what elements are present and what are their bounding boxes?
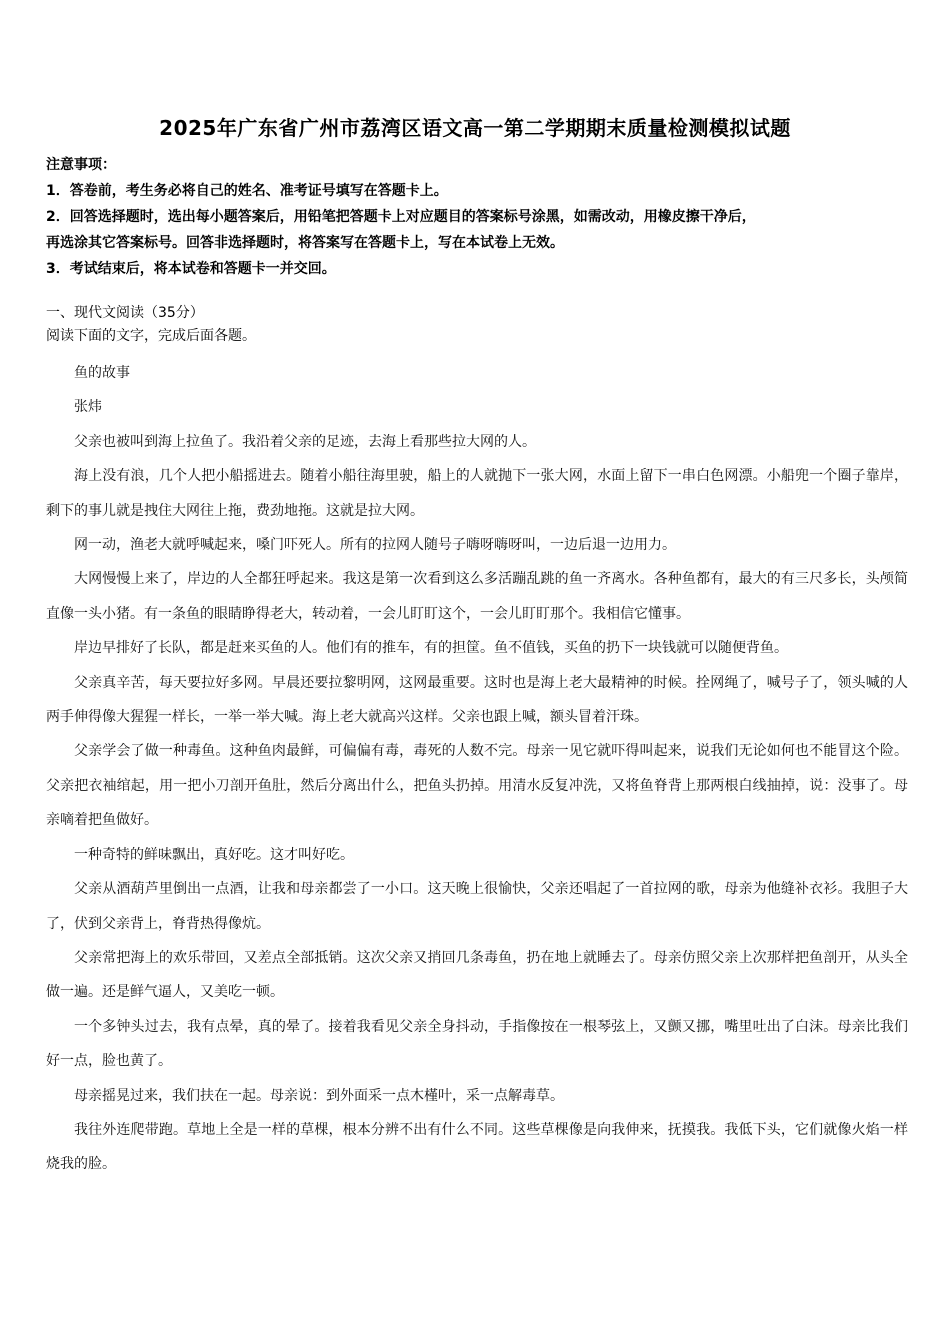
story-paragraph: 父亲学会了做一种毒鱼。这种鱼肉最鲜，可偏偏有毒，毒死的人数不完。母亲一见它就吓得叫起来，说我们无论如何也不能冒这个险。父亲把衣袖绾起，用一把小刀剖开鱼肚，然后分离出什么，把鱼头扔掉。用清水反复冲洗，又将鱼脊背上那两根白线抽掉，说：没事了。母亲嘀着把鱼做好。	[46, 743, 908, 829]
section-title: 一、现代文阅读（35分）	[46, 305, 204, 321]
story-body	[46, 356, 908, 1182]
story-paragraph: 父亲从酒葫芦里倒出一点酒，让我和母亲都尝了一小口。这天晚上很愉快，父亲还唱起了一首拉网的歌，母亲为他缝补衣衫。我胆子大了，伏到父亲背上，脊背热得像炕。	[46, 881, 908, 932]
section-instruction: 阅读下面的文字，完成后面各题。	[46, 328, 256, 344]
notice-heading: 注意事项：	[46, 157, 116, 173]
notice-block	[46, 152, 906, 282]
story-paragraph: 父亲真辛苦，每天要拉好多网。早晨还要拉黎明网，这网最重要。这时也是海上老大最精神的时候。拴网绳了，喊号子了，领头喊的人两手伸得像大猩猩一样长，一举一举大喊。海上老大就高兴这样。父亲也跟上喊，额头冒着汗珠。	[46, 674, 908, 726]
notice-item: 1．答卷前，考生务必将自己的姓名、准考证号填写在答题卡上。	[46, 183, 448, 199]
story-paragraph: 网一动，渔老大就呼喊起来，嗓门吓死人。所有的拉网人随号子嗨呀嗨呀叫，一边后退一边用力。	[74, 537, 676, 554]
story-paragraph: 海上没有浪，几个人把小船摇进去。随着小船往海里驶，船上的人就抛下一张大网，水面上留下一串白色网漂。小船兜一个圈子靠岸，剩下的事儿就是拽住大网往上拖，费劲地拖。这就是拉大网。	[46, 468, 908, 519]
story-paragraph: 母亲摇晃过来，我们扶在一起。母亲说：到外面采一点木槿叶，采一点解毒草。	[74, 1087, 564, 1104]
story-paragraph: 父亲常把海上的欢乐带回，又差点全部抵销。这次父亲又捎回几条毒鱼，扔在地上就睡去了。母亲仿照父亲上次那样把鱼剖开，从头全做一遍。还是鲜气逼人，又美吃一顿。	[46, 949, 908, 1001]
story-author: 张炜	[74, 399, 102, 416]
story-title: 鱼的故事	[74, 365, 130, 381]
page-title: 2025年广东省广州市荔湾区语文高一第二学期期末质量检测模拟试题	[159, 116, 791, 140]
story-paragraph: 岸边早排好了长队，都是赶来买鱼的人。他们有的推车，有的担筐。鱼不值钱，买鱼的扔下一块钱就可以随便背鱼。	[74, 640, 788, 657]
story-paragraph: 我往外连爬带跑。草地上全是一样的草棵，根本分辨不出有什么不同。这些草棵像是向我伸来，抚摸我。我低下头，它们就像火焰一样烧我的脸。	[46, 1121, 908, 1173]
notice-item: 再选涂其它答案标号。回答非选择题时，将答案写在答题卡上，写在本试卷上无效。	[46, 235, 564, 251]
story-paragraph: 父亲也被叫到海上拉鱼了。我沿着父亲的足迹，去海上看那些拉大网的人。	[74, 433, 536, 450]
story-paragraph: 一个多钟头过去，我有点晕，真的晕了。接着我看见父亲全身抖动，手指像按在一根琴弦上，又颤又挪，嘴里吐出了白沫。母亲比我们好一点，脸也黄了。	[46, 1018, 908, 1070]
story-paragraph: 一种奇特的鲜味飘出，真好吃。这才叫好吃。	[74, 846, 354, 863]
notice-item: 3．考试结束后，将本试卷和答题卡一并交回。	[46, 261, 336, 277]
notice-item: 2．回答选择题时，选出每小题答案后，用铅笔把答题卡上对应题目的答案标号涂黑，如需改动，用橡皮擦干净后，	[46, 209, 756, 225]
story-paragraph: 大网慢慢上来了，岸边的人全都狂呼起来。我这是第一次看到这么多活蹦乱跳的鱼一齐离水。各种鱼都有，最大的有三尺多长，头颅简直像一头小猪。有一条鱼的眼睛睁得老大，转动着，一会儿盯盯这个，一会儿盯盯那个。我相信它懂事。	[46, 571, 908, 622]
